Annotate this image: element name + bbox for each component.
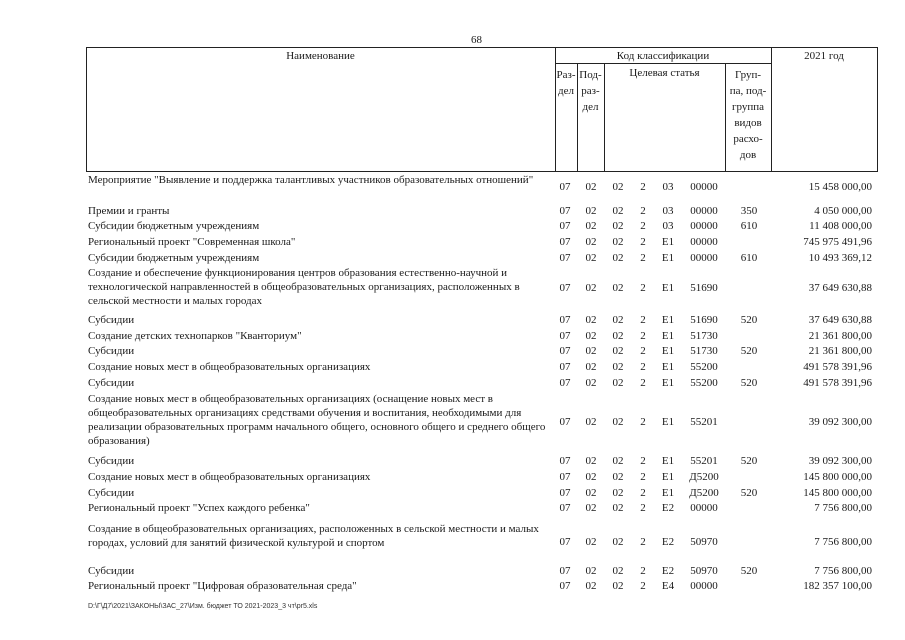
row-code-c3: Е1 [661, 329, 675, 342]
row-code-c1: 02 [612, 251, 624, 264]
table-row [88, 344, 878, 359]
row-code-c1: 02 [612, 329, 624, 342]
row-amount: 491 578 391,96 [803, 376, 872, 389]
row-code-r: 07 [559, 470, 571, 483]
row-name: Создание и обеспечение функционирования центров образования естественно-научной и технологической направленностей в общеобразовательных организациях, расположенных в сельской местности и малых городах [88, 267, 520, 307]
row-amount: 7 756 800,00 [814, 501, 872, 514]
row-code-c2: 2 [640, 376, 646, 389]
row-name: Субсидии [88, 345, 135, 357]
row-code-c4: Д5200 [689, 470, 719, 483]
table-row [88, 251, 878, 266]
row-code-p: 02 [585, 251, 597, 264]
row-amount: 182 357 100,00 [803, 579, 872, 592]
row-code-p: 02 [585, 416, 597, 428]
row-amount: 145 800 000,00 [803, 470, 872, 483]
row-code-c2: 2 [640, 204, 646, 217]
row-code-c4: 51730 [690, 344, 718, 357]
table-row [88, 266, 878, 312]
row-code-p: 02 [585, 376, 597, 389]
row-code-g: 520 [740, 344, 758, 357]
row-code-r: 07 [559, 313, 571, 326]
row-code-c4: 00000 [690, 181, 718, 193]
row-code-c1: 02 [612, 219, 624, 232]
row-code-c3: Е1 [661, 454, 675, 467]
table-row [88, 392, 878, 454]
row-code-c2: 2 [640, 454, 646, 467]
row-code-c4: 55201 [690, 454, 718, 467]
row-code-r: 07 [559, 251, 571, 264]
row-amount: 37 649 630,88 [808, 282, 872, 294]
row-amount: 39 092 300,00 [808, 416, 872, 428]
row-code-c2: 2 [640, 313, 646, 326]
row-code-g: 520 [740, 313, 758, 326]
row-code-c2: 2 [640, 564, 646, 577]
row-code-c3: 03 [662, 181, 674, 193]
row-code-p: 02 [585, 329, 597, 342]
row-code-c3: Е1 [661, 313, 675, 326]
row-code-r: 07 [559, 376, 571, 389]
header-code: Код классификации [616, 50, 710, 62]
row-code-c3: Е2 [661, 536, 675, 548]
row-code-c3: Е2 [661, 564, 675, 577]
row-name: Создание детских технопарков "Кванториум" [88, 330, 302, 342]
row-code-c4: 55201 [690, 416, 718, 428]
row-code-c2: 2 [640, 329, 646, 342]
row-code-r: 07 [559, 564, 571, 577]
row-code-c1: 02 [612, 282, 624, 294]
row-amount: 21 361 800,00 [808, 344, 872, 357]
row-code-c4: 00000 [690, 235, 718, 248]
row-code-c1: 02 [612, 204, 624, 217]
row-code-r: 07 [559, 204, 571, 217]
row-code-c3: Е1 [661, 376, 675, 389]
row-code-c1: 02 [612, 470, 624, 483]
row-amount: 11 408 000,00 [809, 219, 872, 232]
row-amount: 7 756 800,00 [814, 536, 872, 548]
row-code-c2: 2 [640, 344, 646, 357]
row-code-p: 02 [585, 501, 597, 514]
table-row [88, 522, 878, 564]
row-code-p: 02 [585, 181, 597, 193]
row-amount: 39 092 300,00 [808, 454, 872, 467]
row-name: Субсидии [88, 487, 135, 499]
row-code-c3: 03 [662, 204, 674, 217]
row-name: Региональный проект "Современная школа" [88, 236, 296, 248]
row-code-c1: 02 [612, 579, 624, 592]
row-code-c1: 02 [612, 181, 624, 193]
header-razdel: Раз- дел [556, 69, 576, 97]
header-target: Целевая статья [629, 67, 700, 79]
row-code-g: 520 [740, 454, 758, 467]
row-code-r: 07 [559, 416, 571, 428]
row-amount: 10 493 369,12 [808, 251, 872, 264]
row-code-p: 02 [585, 470, 597, 483]
row-code-c1: 02 [612, 454, 624, 467]
table-row [88, 360, 878, 375]
row-name: Региональный проект "Успех каждого ребенка" [88, 502, 310, 514]
row-code-c1: 02 [612, 564, 624, 577]
row-code-c4: 51690 [690, 313, 718, 326]
table-row [88, 579, 878, 594]
row-code-c1: 02 [612, 501, 624, 514]
row-code-c2: 2 [640, 470, 646, 483]
row-code-p: 02 [585, 235, 597, 248]
header-name: Наименование [286, 50, 355, 62]
row-code-c1: 02 [612, 344, 624, 357]
row-code-c4: 00000 [690, 251, 718, 264]
row-code-r: 07 [559, 344, 571, 357]
table-row [88, 564, 878, 579]
table-row [88, 376, 878, 391]
table-row [88, 219, 878, 234]
row-code-p: 02 [585, 344, 597, 357]
row-code-r: 07 [559, 329, 571, 342]
footer-file-path: D:\Г\Д7\2021\ЗАКОНЫ\ЗАС_27\Изм. бюджет ТО 2021-2023_3 чт\pr5.xls [88, 603, 318, 610]
row-code-c2: 2 [640, 536, 646, 548]
row-code-c3: Е1 [661, 416, 675, 428]
row-code-c3: Е1 [661, 486, 675, 499]
table-row [88, 501, 878, 516]
table-row [88, 313, 878, 328]
row-code-p: 02 [585, 313, 597, 326]
row-code-c3: 03 [662, 219, 674, 232]
row-amount: 4 050 000,00 [814, 204, 872, 217]
row-name: Региональный проект "Цифровая образовательная среда" [88, 580, 357, 592]
row-code-c2: 2 [640, 501, 646, 514]
row-code-c2: 2 [640, 282, 646, 294]
row-code-c2: 2 [640, 251, 646, 264]
row-code-r: 07 [559, 360, 571, 373]
row-code-r: 07 [559, 454, 571, 467]
row-code-c2: 2 [640, 360, 646, 373]
row-code-c4: 55200 [690, 360, 718, 373]
row-code-c2: 2 [640, 181, 646, 193]
row-name: Субсидии [88, 314, 135, 326]
row-code-c3: Е1 [661, 235, 675, 248]
row-code-p: 02 [585, 564, 597, 577]
row-code-c2: 2 [640, 416, 646, 428]
row-code-c3: Е1 [661, 470, 675, 483]
row-code-c4: 00000 [690, 204, 718, 217]
row-code-c2: 2 [640, 486, 646, 499]
row-name: Создание в общеобразовательных организациях, расположенных в сельской местности и малых городах, условий для занятий физической культурой и спортом [88, 523, 539, 549]
row-code-p: 02 [585, 486, 597, 499]
table-row [88, 173, 878, 203]
row-code-c2: 2 [640, 219, 646, 232]
row-code-g: 610 [740, 219, 758, 232]
table-row [88, 486, 878, 501]
row-code-p: 02 [585, 219, 597, 232]
row-code-c4: Д5200 [689, 486, 719, 499]
row-code-c4: 50970 [690, 536, 718, 548]
row-code-c4: 00000 [690, 579, 718, 592]
row-code-p: 02 [585, 204, 597, 217]
row-code-g: 520 [740, 376, 758, 389]
row-code-p: 02 [585, 536, 597, 548]
row-code-r: 07 [559, 501, 571, 514]
row-name: Субсидии бюджетным учреждениям [88, 220, 260, 232]
row-amount: 7 756 800,00 [814, 564, 872, 577]
row-code-c3: Е2 [661, 501, 675, 514]
row-code-c3: Е4 [661, 579, 675, 592]
row-code-c3: Е1 [661, 344, 675, 357]
row-code-c1: 02 [612, 376, 624, 389]
row-name: Мероприятие "Выявление и поддержка талантливых участников образовательных отношений" [88, 174, 534, 186]
row-code-c2: 2 [640, 235, 646, 248]
row-code-r: 07 [559, 536, 571, 548]
table-row [88, 235, 878, 250]
row-name: Премии и гранты [88, 205, 170, 217]
row-code-r: 07 [559, 219, 571, 232]
table-row [88, 329, 878, 344]
row-amount: 745 975 491,96 [803, 235, 872, 248]
row-code-g: 520 [740, 564, 758, 577]
header-group: Груп- па, под- группа видов расхо- дов [729, 69, 767, 161]
row-code-c3: Е1 [661, 282, 675, 294]
row-code-c1: 02 [612, 313, 624, 326]
row-code-r: 07 [559, 235, 571, 248]
row-amount: 145 800 000,00 [803, 486, 872, 499]
row-code-c1: 02 [612, 536, 624, 548]
row-code-c2: 2 [640, 579, 646, 592]
row-code-c4: 00000 [690, 501, 718, 514]
table-row [88, 470, 878, 485]
row-code-c1: 02 [612, 486, 624, 499]
row-code-p: 02 [585, 282, 597, 294]
header-podrazdel: Под- раз- дел [579, 69, 602, 113]
header-year: 2021 год [804, 50, 844, 62]
row-code-c1: 02 [612, 416, 624, 428]
row-name: Создание новых мест в общеобразовательных организациях [88, 471, 371, 483]
row-code-c1: 02 [612, 235, 624, 248]
row-code-c4: 51730 [690, 329, 718, 342]
row-code-r: 07 [559, 181, 571, 193]
page-number: 68 [471, 34, 482, 46]
row-name: Создание новых мест в общеобразовательных организациях (оснащение новых мест в общеобразовательных организациях средствами обучения и воспитания, необходимыми для реализации образовательных программ начального общего, основного общего и среднего общего образования) [88, 393, 546, 447]
row-code-g: 610 [740, 251, 758, 264]
row-amount: 37 649 630,88 [808, 313, 872, 326]
row-code-c4: 55200 [690, 376, 718, 389]
row-name: Субсидии [88, 455, 135, 467]
row-name: Субсидии [88, 377, 135, 389]
row-name: Субсидии [88, 565, 135, 577]
row-code-r: 07 [559, 579, 571, 592]
row-code-p: 02 [585, 360, 597, 373]
row-code-r: 07 [559, 282, 571, 294]
row-amount: 491 578 391,96 [803, 360, 872, 373]
row-code-r: 07 [559, 486, 571, 499]
row-code-p: 02 [585, 579, 597, 592]
row-code-c4: 50970 [690, 564, 718, 577]
table-row [88, 454, 878, 469]
row-code-g: 350 [740, 204, 758, 217]
row-amount: 21 361 800,00 [808, 329, 872, 342]
row-code-c4: 00000 [690, 219, 718, 232]
row-code-c1: 02 [612, 360, 624, 373]
row-name: Создание новых мест в общеобразовательных организациях [88, 361, 371, 373]
row-name: Субсидии бюджетным учреждениям [88, 252, 260, 264]
row-code-c3: Е1 [661, 360, 675, 373]
row-amount: 15 458 000,00 [808, 181, 872, 193]
table-row [88, 204, 878, 219]
row-code-g: 520 [740, 486, 758, 499]
row-code-p: 02 [585, 454, 597, 467]
row-code-c3: Е1 [661, 251, 675, 264]
row-code-c4: 51690 [690, 282, 718, 294]
